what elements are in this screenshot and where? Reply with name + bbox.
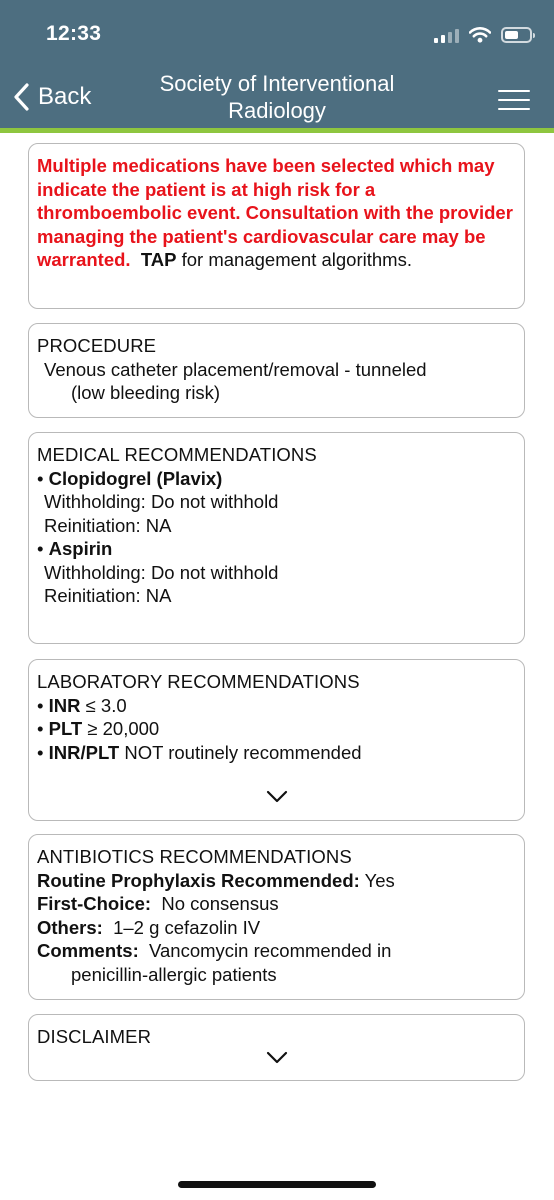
antibiotics-heading: ANTIBIOTICS RECOMMENDATIONS [37,846,352,867]
back-button[interactable] [12,82,91,112]
antibiotic-others [37,916,516,940]
lab-item: • PLT ≥ 20,000 [37,718,160,739]
header-accent-bar [0,128,554,133]
home-indicator[interactable] [178,1181,376,1188]
lab-item-value: NOT routinely recommended [119,741,362,763]
tap-label[interactable]: TAP [140,249,177,270]
thromboembolic-alert-card[interactable] [28,143,525,309]
lab-item: • INR/PLT NOT routinely recommended [37,741,362,763]
lab-item-value: ≥ 20,000 [82,718,160,739]
disclaimer-card[interactable] [28,1014,525,1081]
status-time: 12:33 [46,22,102,45]
chevron-down-icon[interactable] [266,1051,288,1065]
drug-name: Clopidogrel (Plavix) [48,467,223,489]
drug-withholding: Withholding: Do not withhold [44,561,279,583]
comments-value-continued: penicillin-allergic patients [71,963,277,985]
drug-item: • Aspirin [37,538,113,559]
first-choice-label: First-Choice: [37,893,152,914]
tap-suffix: for management algorithms. [176,249,412,270]
procedure-card [28,323,525,418]
disclaimer-heading: DISCLAIMER [37,1026,152,1047]
others-value: 1–2 g cefazolin IV [102,916,261,938]
lab-item-label: PLT [48,718,83,739]
antibiotic-first-choice [37,892,516,916]
page-title-line1: Society of Interventional [159,71,395,96]
drug-withholding: Withholding: Do not withhold [44,491,279,512]
drug-reinitiation: Reinitiation: NA [44,585,172,606]
routine-value: Yes [359,869,395,891]
antibiotics-recommendations-card [28,834,525,1000]
drug-item: • Clopidogrel (Plavix) [37,467,223,489]
procedure-heading: PROCEDURE [37,335,157,356]
drug-reinitiation: Reinitiation: NA [44,514,172,536]
comments-value: Vancomycin recommended in [138,940,392,961]
lab-item-label: INR/PLT [48,741,120,763]
drug-name: Aspirin [48,538,113,559]
lab-item-label: INR [48,694,81,716]
medical-recommendations-card [28,432,525,644]
antibiotic-comments [37,939,516,963]
procedure-line2: (low bleeding risk) [71,382,221,403]
signal-icon [434,27,459,43]
laboratory-heading: LABORATORY RECOMMENDATIONS [37,671,360,692]
hamburger-menu-icon[interactable] [498,90,530,110]
page-title [130,70,424,124]
wifi-icon [469,27,491,43]
back-label: Back [38,83,92,110]
chevron-down-icon[interactable] [266,790,288,804]
lab-item-value: ≤ 3.0 [80,694,127,716]
status-icons [434,24,532,46]
chevron-left-icon [12,82,30,112]
others-label: Others: [37,916,103,938]
app-header [0,0,554,128]
comments-label: Comments: [37,940,139,961]
procedure-line1: Venous catheter placement/removal - tunneled [44,358,427,380]
lab-item: • INR ≤ 3.0 [37,694,127,716]
page-title-line2: Radiology [228,98,326,123]
antibiotic-routine [37,869,516,893]
battery-icon [501,27,532,43]
first-choice-value: No consensus [151,893,279,914]
medical-heading: MEDICAL RECOMMENDATIONS [37,444,317,465]
routine-label: Routine Prophylaxis Recommended: [37,869,360,891]
laboratory-recommendations-card[interactable] [28,659,525,821]
alert-warning-text: Multiple medications have been selected which may indicate the patient is at high risk for a thromboembolic event. Consultation with the provider managing the patient's cardiovascular care may be warranted. [37,155,513,270]
